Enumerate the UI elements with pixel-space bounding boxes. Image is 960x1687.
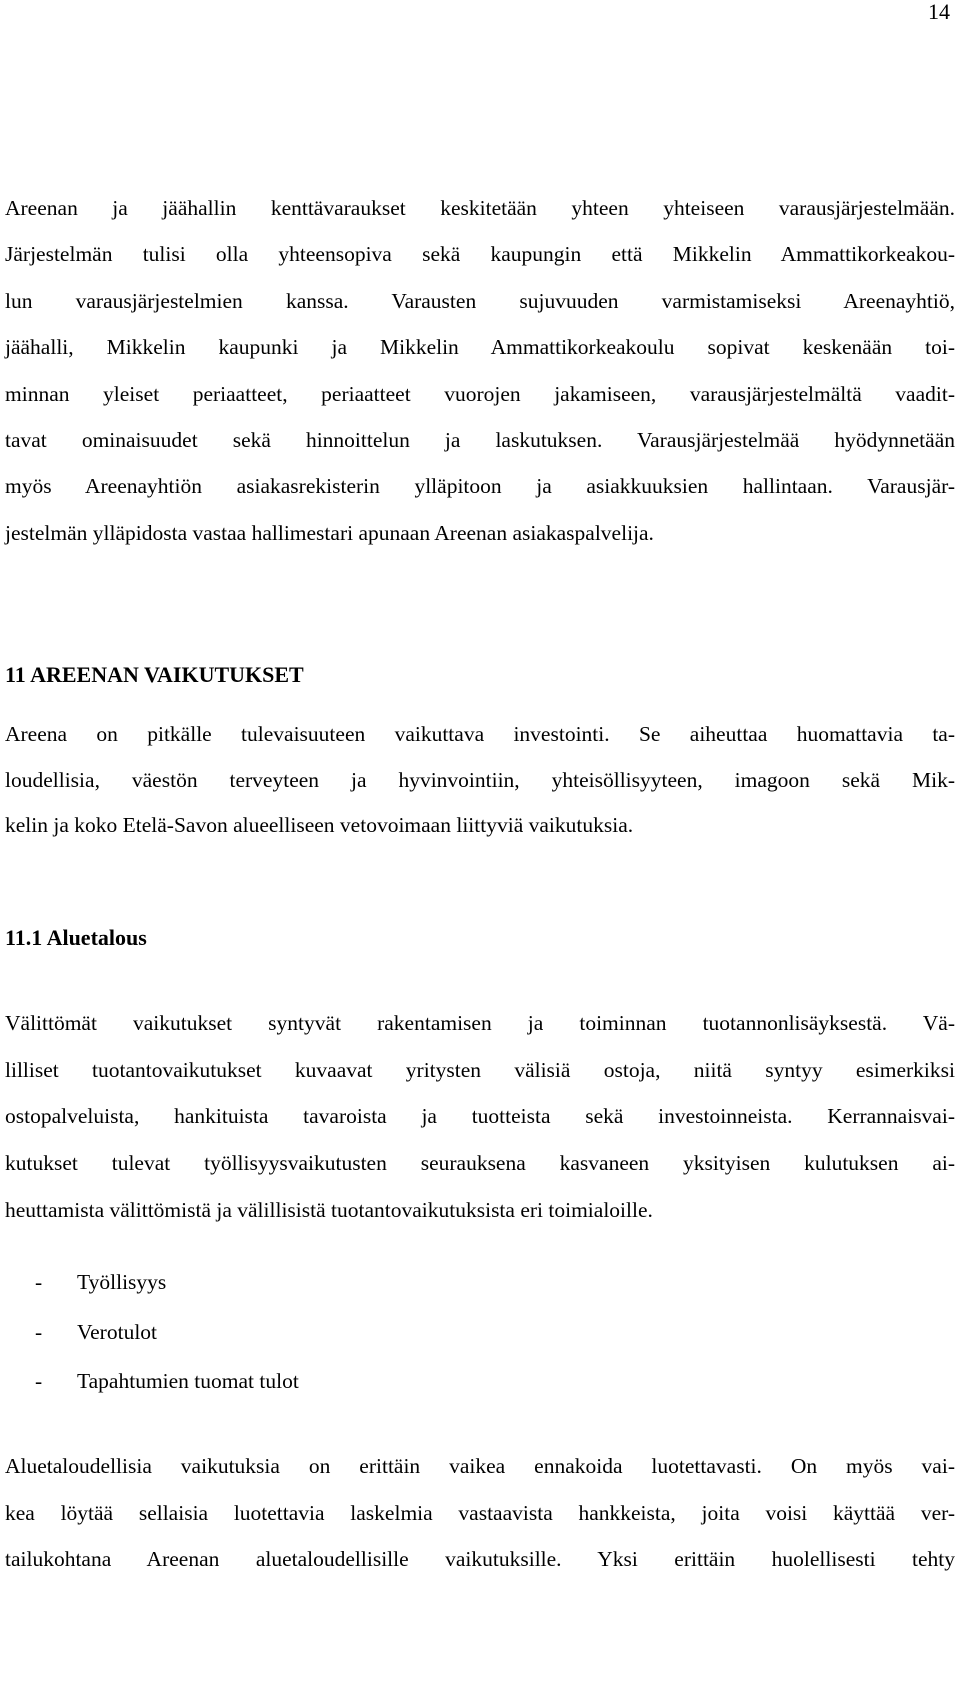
paragraph-line: myös Areenayhtiön asiakasrekisterin ylläpitoon ja asiakkuuksien hallintaan. Varausjär- — [5, 474, 955, 499]
paragraph-line: ostopalveluista, hankituista tavaroista ja tuotteista sekä investoinneista. Kerrannaisvai- — [5, 1104, 955, 1129]
paragraph-line: Järjestelmän tulisi olla yhteensopiva sekä kaupungin että Mikkelin Ammattikorkeakou- — [5, 242, 955, 267]
list-item — [5, 1357, 955, 1407]
paragraph-line: kea löytää sellaisia luotettavia laskelmia vastaavista hankkeista, joita voisi käyttää ver- — [5, 1500, 955, 1525]
paragraph-regional-economy — [5, 1000, 955, 1234]
subsection-heading: 11.1 Aluetalous — [5, 925, 147, 950]
page-number: 14 — [928, 0, 950, 24]
list-item — [5, 1308, 955, 1358]
impact-list — [5, 1258, 955, 1407]
list-bullet: - — [35, 1270, 43, 1294]
paragraph-line: minnan yleiset periaatteet, periaatteet vuorojen jakamiseen, varausjärjestelmältä vaadit- — [5, 381, 955, 406]
list-item — [5, 1258, 955, 1308]
paragraph-forecasting — [5, 1443, 955, 1583]
paragraph-line: Välittömät vaikutukset syntyvät rakentamisen ja toiminnan tuotannonlisäyksestä. Vä- — [5, 1011, 955, 1035]
paragraph-line: tailukohtana Areenan aluetaloudellisille vaikutuksille. Yksi erittäin huolellisesti tehty — [5, 1547, 955, 1571]
paragraph-line: jestelmän ylläpidosta vastaa hallimestari apunaan Areenan asiakaspalvelija. — [5, 520, 654, 545]
paragraph-line: Aluetaloudellisia vaikutuksia on erittäin vaikea ennakoida luotettavasti. On myös vai- — [5, 1454, 955, 1478]
paragraph-impacts — [5, 712, 955, 849]
paragraph-line: tavat ominaisuudet sekä hinnoittelun ja laskutuksen. Varausjärjestelmää hyödynnetään — [5, 428, 955, 453]
paragraph-line: Areenan ja jäähallin kenttävaraukset keskitetään yhteen yhteiseen varausjärjestelmään. — [5, 196, 955, 220]
list-item-text: Verotulot — [77, 1319, 158, 1344]
list-bullet: - — [35, 1319, 43, 1344]
paragraph-line: jäähalli, Mikkelin kaupunki ja Mikkelin Ammattikorkeakoulu sopivat keskenään toi- — [5, 335, 955, 360]
list-item-text: Tapahtumien tuomat tulot — [77, 1369, 299, 1393]
paragraph-line: lun varausjärjestelmien kanssa. Varausten sujuvuuden varmistamiseksi Areenayhtiö, — [5, 288, 955, 313]
list-item-text: Työllisyys — [77, 1270, 167, 1294]
list-bullet: - — [35, 1369, 43, 1393]
paragraph-reservation-system — [5, 185, 955, 556]
paragraph-line: lilliset tuotantovaikutukset kuvaavat yritysten välisiä ostoja, niitä syntyy esimerkiksi — [5, 1057, 955, 1082]
paragraph-line: loudellisia, väestön terveyteen ja hyvinvointiin, yhteisöllisyyteen, imagoon sekä Mik- — [5, 767, 955, 792]
section-heading: 11 AREENAN VAIKUTUKSET — [5, 662, 304, 687]
paragraph-line: Areena on pitkälle tulevaisuuteen vaikuttava investointi. Se aiheuttaa huomattavia ta- — [5, 722, 955, 746]
paragraph-line: kelin ja koko Etelä-Savon alueelliseen vetovoimaan liittyviä vaikutuksia. — [5, 813, 634, 837]
paragraph-line: heuttamista välittömistä ja välillisistä tuotantovaikutuksista eri toimialoille. — [5, 1197, 653, 1222]
paragraph-line: kutukset tulevat työllisyysvaikutusten seurauksena kasvaneen yksityisen kulutuksen ai- — [5, 1151, 955, 1176]
